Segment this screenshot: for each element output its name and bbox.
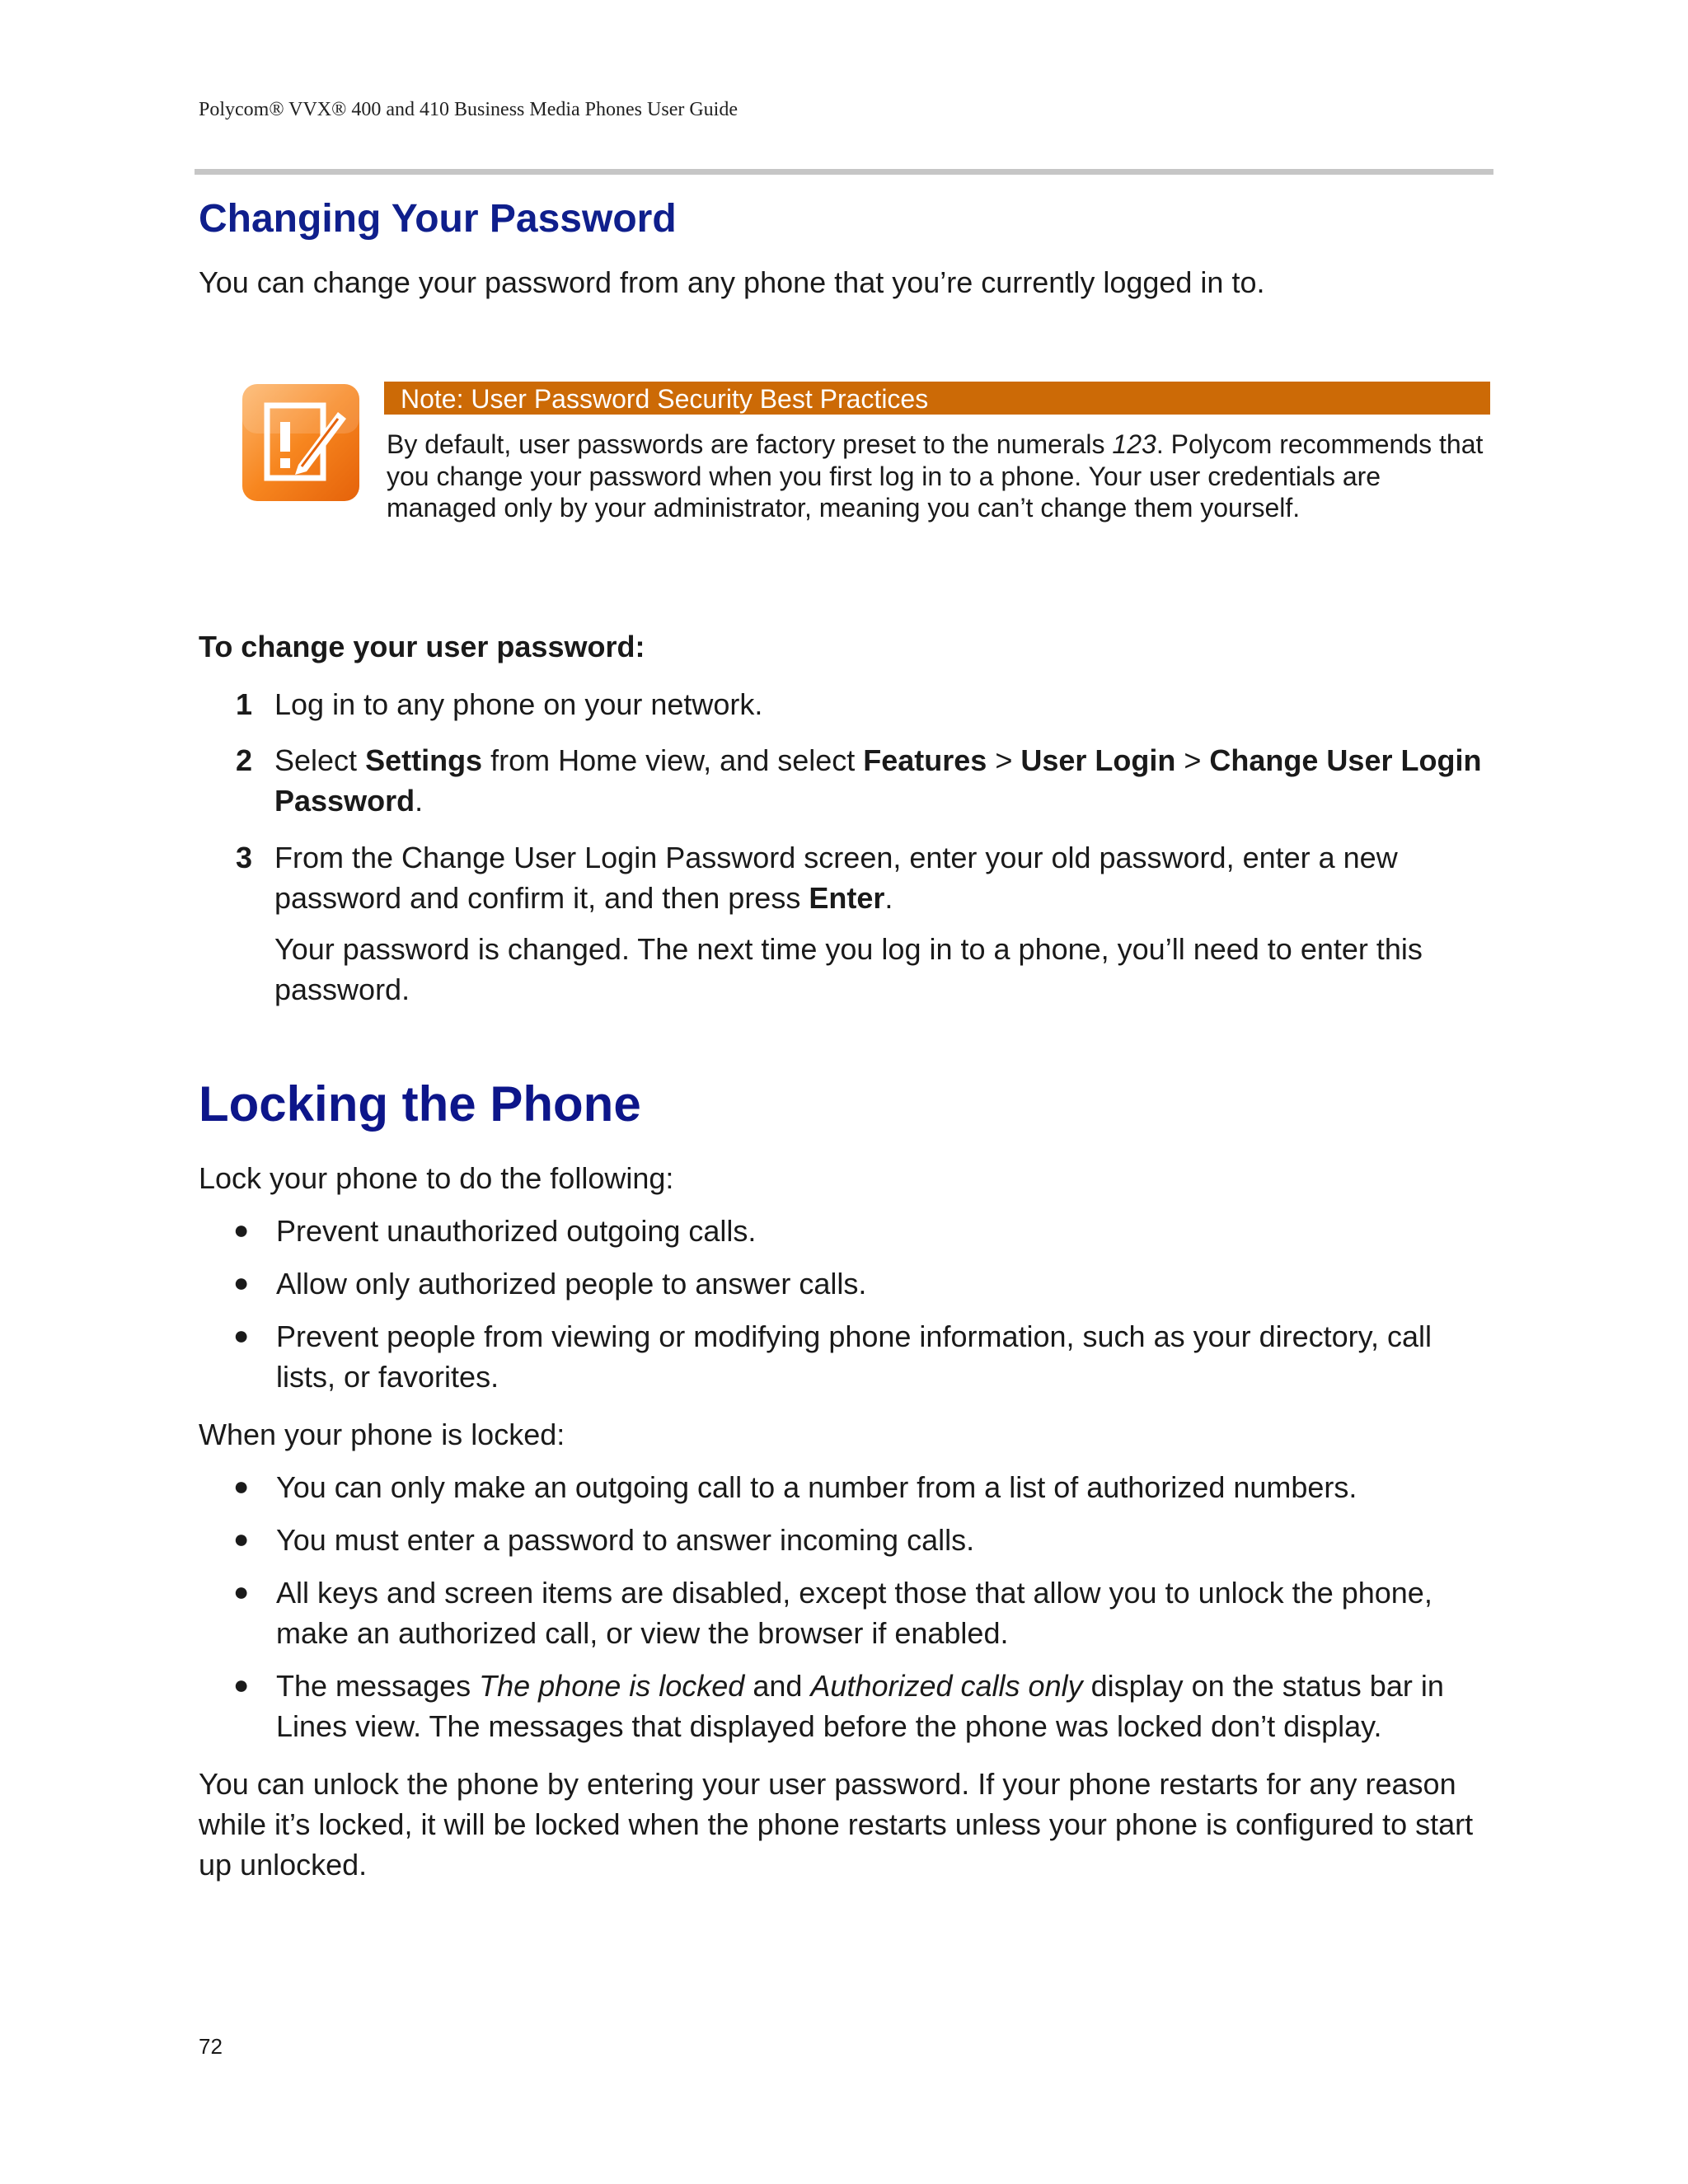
page-number: 72 bbox=[199, 2034, 223, 2059]
step-number: 1 bbox=[236, 687, 253, 721]
bullet-icon: ● bbox=[233, 1670, 250, 1699]
list-item: Prevent people from viewing or modifying phone information, such as your directory, call lists, or favorites. bbox=[276, 1319, 1432, 1394]
note-body-text: By default, user passwords are factory preset to the numerals bbox=[387, 429, 1113, 459]
header-rule bbox=[195, 169, 1493, 175]
bullet-icon: ● bbox=[233, 1471, 250, 1501]
step-text: Log in to any phone on your network. bbox=[274, 687, 763, 721]
step-text: Select Settings from Home view, and select Features > User Login > Change User Login Password. bbox=[274, 743, 1482, 818]
list-item: All keys and screen items are disabled, except those that allow you to unlock the phone, make an authorized call, or view the browser if enabled. bbox=[276, 1576, 1432, 1650]
list-item: You must enter a password to answer incoming calls. bbox=[276, 1523, 975, 1557]
unlock-paragraph: You can unlock the phone by entering your user password. If your phone restarts for any reason while it’s locked, it will be locked when the phone restarts unless your phone is configured to start up unlocked. bbox=[199, 1767, 1474, 1882]
step-text: From the Change User Login Password screen, enter your old password, enter a new password and confirm it, and then press Enter. bbox=[274, 841, 1398, 915]
bullet-icon: ● bbox=[233, 1215, 250, 1244]
note-title: Note: User Password Security Best Practices bbox=[401, 384, 929, 414]
list-item: The messages The phone is locked and Authorized calls only display on the status bar in Lines view. The messages that displayed before the phone was locked don’t display. bbox=[276, 1669, 1444, 1743]
running-header: Polycom® VVX® 400 and 410 Business Media Phones User Guide bbox=[199, 99, 738, 120]
procedure-title: To change your user password: bbox=[199, 630, 645, 663]
list-item: You can only make an outgoing call to a number from a list of authorized numbers. bbox=[276, 1470, 1357, 1504]
note-pencil-exclamation-icon bbox=[241, 382, 361, 503]
section-intro: You can change your password from any phone that you’re currently logged in to. bbox=[199, 265, 1265, 299]
note-body-numerals: 123 bbox=[1112, 429, 1156, 459]
section-intro: Lock your phone to do the following: bbox=[199, 1161, 674, 1195]
list-item: Allow only authorized people to answer calls. bbox=[276, 1267, 867, 1301]
bullet-icon: ● bbox=[233, 1524, 250, 1554]
section-title-locking-phone: Locking the Phone bbox=[199, 1076, 641, 1132]
bullet-icon: ● bbox=[233, 1320, 250, 1350]
note-body bbox=[387, 429, 1495, 524]
note-body-text-2: . Polycom recommends that you change your password when you first log in to a phone. Your user credentials are managed only by your administrator, meaning you can’t change them yourself. bbox=[387, 429, 1484, 523]
step-number: 2 bbox=[236, 743, 253, 777]
step-number: 3 bbox=[236, 841, 253, 874]
bullet-icon: ● bbox=[233, 1577, 250, 1606]
step-result: Your password is changed. The next time you log in to a phone, you’ll need to enter this password. bbox=[274, 932, 1423, 1006]
section-title-changing-password: Changing Your Password bbox=[199, 197, 677, 241]
bullet-icon: ● bbox=[233, 1268, 250, 1297]
list-item: Prevent unauthorized outgoing calls. bbox=[276, 1214, 757, 1248]
when-locked-text: When your phone is locked: bbox=[199, 1418, 565, 1451]
